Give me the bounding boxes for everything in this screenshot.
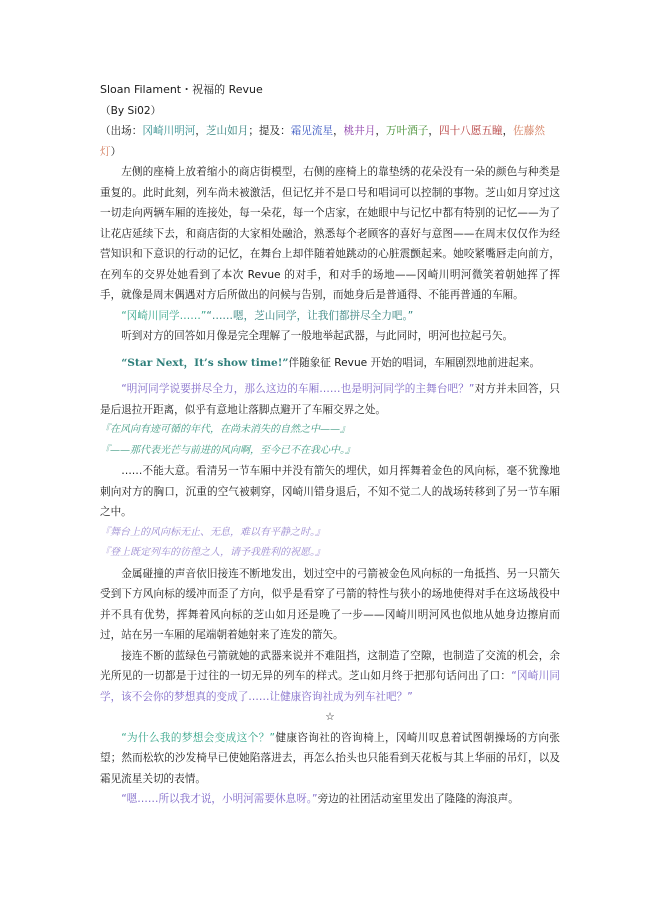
cast-mention-2: 桃井月 [343,125,376,137]
quote-ryusei: “嗯……所以我才说，小明河需要休息呀。” [121,793,318,805]
cast-sep: ， [333,125,344,137]
verse-line: 『在风向有迹可循的年代，在尚未消失的自然之中——』 [100,424,350,435]
cast-sep: ；提及： [248,125,291,137]
dialogue-line [100,306,560,327]
paragraph [100,379,560,420]
quote-star-next: “Star Next，It’s show time!” [121,356,289,369]
narration: 旁边的社团活动室里发出了隆隆的海浪声。 [317,793,519,805]
cast-prefix: （出场： [100,125,143,137]
narration: 健康咨询社的咨询椅上，冈崎川叹息着试图朝操场的方向张望；然而松软的沙发椅早已使她陷落进去，再怎么抬头也只能看到天花板与其上华丽的吊灯，以及霜见流星关切的表情。 [100,731,561,785]
paragraph: 金属碰撞的声音依旧接连不断地发出，划过空中的弓箭被金色风向标的一角抵挡、另一只箭矢受到下方风向标的缓冲而歪了方向，似乎是看穿了弓箭的特性与狭小的场地使得对手在这场战役中并不具有优势，挥舞着风向标的芝山如月还是晚了一步——冈崎川明河风也似地从她身边擦肩而过，站在另一车厢的尾端朝着她射来了连发的箭矢。 [100,567,560,641]
cast-line [100,121,560,162]
verse-line: 『登上既定列车的彷徨之人，请予我胜利的祝愿。』 [100,547,325,558]
cast-lead-2: 芝山如月 [205,125,249,137]
quote-akane: “冈崎川同学……” [121,309,207,322]
cast-mention-5: 佐藤然灯 [100,125,545,158]
story-title: Sloan Filament・祝福的 Revue [100,83,263,96]
cast-sep: ， [375,125,387,137]
quote-kisaragi: “明河同学说要拼尽全力，那么这边的车厢……也是明河同学的主舞台吧？” [121,383,475,395]
cast-mention-3: 万叶酒子 [386,125,429,137]
quote-kisaragi: “冈崎川同学，该不会你的梦想真的变成了……让健康咨询社成为列车社吧？” [100,670,560,703]
quote-kisaragi: “……嗯，芝山同学，让我们都拼尽全力吧。” [206,309,414,322]
cast-suffix: ） [110,145,122,158]
verse-line: 『——那代表光芒与前进的风向啊，至今已不在我心中。』 [100,444,355,456]
cast-mention-1: 霜见流星 [290,125,334,137]
paragraph: ……不能大意。看清另一节车厢中并没有箭矢的埋伏，如月挥舞着金色的风向标，毫不犹豫地刺向对方的胸口，沉重的空气被刺穿，冈崎川错身退后，不知不觉二人的战场转移到了另一节车厢之中。 [100,465,560,518]
cast-sep: ， [502,125,514,137]
paragraph [100,728,560,790]
story-body [100,80,560,810]
section-divider: ☆ [325,711,335,723]
dialogue-line [100,353,560,374]
author-byline: （By Si02） [100,104,162,117]
paragraph [100,646,560,708]
cast-mention-4: 四十八愿五瞳 [439,125,503,137]
cast-sep: ， [195,125,206,137]
verse-line: 『舞台上的风向标无止、无息，难以有平静之时。』 [100,526,325,538]
paragraph: 左侧的座椅上放着缩小的商店街模型，右侧的座椅上的靠垫绣的花朵没有一朵的颜色与种类是重复的。此时此刻，列车尚未被激活，但记忆并不是口号和唱词可以控制的事物。芝山如月穿过这一切走向两辆车厢的连接处，每一朵花，每一个店家，在她眼中与记忆中都有特别的记忆——为了让花店延续下去，和商店街的大家相处融洽，熟悉每个老顾客的喜好与意图——在周末仅仅作为经营知识和下意识的行动的记忆，在舞台上却伴随着她跳动的心脏震颤起来。她咬紧嘴唇走向前方，在列车的交界处她看到了本次 Revue 的对手，和对手的场地——冈崎川明河微笑着朝她挥了挥手，就像是周末偶遇对方后所做出的问候与告别，而她身后是普通得、不能再普通的车厢。 [100,166,560,301]
quote-akane: “为什么我的梦想会变成这个？” [121,731,276,744]
paragraph [100,789,560,810]
narration: 接连不断的蓝绿色弓箭就她的武器来说并不难阻挡，这制造了空隙，也制造了交流的机会，余光所见的一切都是于过往的一切无异的列车的样式。芝山如月终于把那句话问出了口： [100,649,560,682]
narration: 伴随象征 Revue 开始的唱词，车厢剧烈地前进起来。 [288,356,541,369]
paragraph: 听到对方的回答如月像是完全理解了一般地举起武器，与此同时，明河也拉起弓矢。 [121,330,514,342]
cast-sep: ， [428,125,439,137]
narration: 对方并未回答，只是后退拉开距离，似乎有意地让落脚点避开了车厢交界之处。 [100,383,561,416]
cast-lead-1: 冈崎川明河 [142,125,196,137]
